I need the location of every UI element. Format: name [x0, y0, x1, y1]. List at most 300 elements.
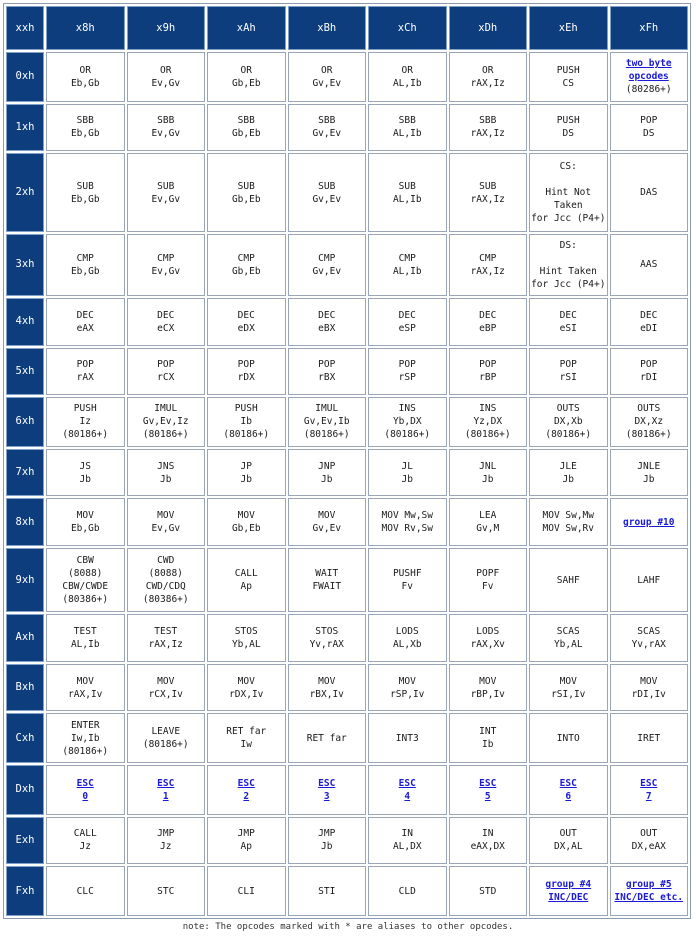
opcode-text: LODS: [395, 625, 419, 637]
opcode-cell: [529, 498, 608, 546]
opcode-cell: [529, 348, 608, 396]
opcode-text: CMP: [157, 252, 175, 264]
opcode-text: LODS: [476, 625, 500, 637]
table-row: [6, 104, 688, 152]
opcode-text: SUB: [237, 180, 255, 192]
opcode-text: Gv,M: [476, 523, 500, 535]
opcode-text: Hint Taken: [539, 265, 597, 277]
opcode-text: TEST: [154, 625, 178, 637]
opcode-text: MOV: [318, 510, 336, 522]
opcode-link-text[interactable]: ESC: [318, 777, 336, 789]
opcode-text: MOV Mw,Sw: [381, 510, 433, 522]
opcode-cell: [449, 104, 528, 152]
opcode-text: (80386+): [142, 594, 189, 606]
opcode-cell: [207, 52, 286, 102]
opcode-cell: [127, 348, 206, 396]
opcode-cell: [449, 397, 528, 447]
opcode-link-cell[interactable]: [207, 765, 286, 815]
opcode-link-text[interactable]: 6: [565, 790, 572, 802]
footnote: note: The opcodes marked with * are aliases to other opcodes.: [182, 922, 514, 932]
opcode-text: DX,Xb: [553, 416, 583, 428]
opcode-cell: [207, 234, 286, 296]
opcode-text: OUTS: [637, 403, 661, 415]
opcode-text: CS: [562, 77, 574, 89]
opcode-link-cell[interactable]: [610, 498, 689, 546]
opcode-text: LEAVE: [151, 726, 181, 738]
opcode-text: Eb,Gb: [70, 523, 100, 535]
opcode-cell: [127, 664, 206, 712]
opcode-cell: [368, 866, 447, 916]
opcode-text: (8088): [68, 568, 103, 580]
opcode-text: SBB: [237, 115, 255, 127]
opcode-text: PUSH: [556, 64, 580, 76]
opcode-text: Gv,Ev: [312, 77, 342, 89]
opcode-text: (8088): [148, 568, 183, 580]
table-row: [6, 298, 688, 346]
opcode-text: Gv,Ev,Iz: [142, 416, 189, 428]
opcode-text: PUSH: [73, 403, 97, 415]
opcode-text: SUB: [318, 180, 336, 192]
opcode-cell: [127, 153, 206, 232]
row-header: Fxh: [6, 866, 44, 916]
opcode-cell: [529, 548, 608, 612]
opcode-text: Jb: [321, 841, 333, 853]
opcode-cell: [207, 449, 286, 497]
opcode-text: eCX: [157, 322, 175, 334]
opcode-text: rAX,Xv: [470, 638, 505, 650]
opcode-text: (80186+): [384, 429, 431, 441]
opcode-text: PUSH: [556, 115, 580, 127]
opcode-text: AAS: [640, 259, 658, 271]
opcode-cell: [610, 614, 689, 662]
row-header: Dxh: [6, 765, 44, 815]
opcode-text: Gb,Eb: [231, 523, 261, 535]
opcode-text: OR: [240, 64, 252, 76]
opcode-cell: [46, 548, 125, 612]
corner-header: xxh: [6, 6, 44, 50]
opcode-text: SBB: [157, 115, 175, 127]
opcode-cell: [288, 153, 367, 232]
opcode-text: PUSHF: [392, 568, 422, 580]
opcode-text: SBB: [318, 115, 336, 127]
table-row: [6, 866, 688, 916]
opcode-cell: [46, 104, 125, 152]
opcode-cell: [46, 866, 125, 916]
opcode-cell: [288, 52, 367, 102]
opcode-link-text[interactable]: 7: [645, 790, 652, 802]
opcode-link-text[interactable]: ESC: [479, 777, 497, 789]
opcode-cell: [46, 397, 125, 447]
opcode-link-text[interactable]: 1: [162, 790, 169, 802]
opcode-text: Taken: [553, 200, 583, 212]
opcode-cell: [127, 713, 206, 763]
opcode-cell: [46, 234, 125, 296]
opcode-cell: [46, 449, 125, 497]
opcode-text: [530, 173, 607, 186]
opcode-text: rDI: [640, 372, 658, 384]
opcode-text: Gv,Ev: [312, 265, 342, 277]
opcode-cell: [127, 817, 206, 865]
opcode-text: SUB: [479, 180, 497, 192]
opcode-text: INTO: [556, 732, 580, 744]
opcode-link-text[interactable]: ESC: [237, 777, 255, 789]
opcode-link-text[interactable]: group #4: [545, 879, 592, 891]
opcode-cell: [368, 348, 447, 396]
opcode-text: POP: [398, 359, 416, 371]
opcode-text: (80186+): [223, 429, 270, 441]
opcode-text: Jb: [79, 473, 91, 485]
opcode-text: rSI: [559, 372, 577, 384]
opcode-cell: [449, 234, 528, 296]
opcode-cell: [127, 52, 206, 102]
opcode-text: rAX: [76, 372, 94, 384]
opcode-link-text[interactable]: opcodes: [628, 71, 669, 83]
opcode-text: rAX,Iz: [470, 193, 505, 205]
opcode-cell: [288, 234, 367, 296]
opcode-cell: [288, 548, 367, 612]
opcode-text: JMP: [318, 828, 336, 840]
opcode-text: DS: [643, 128, 655, 140]
opcode-text: Yv,rAX: [631, 638, 666, 650]
opcode-text: CMP: [76, 252, 94, 264]
opcode-cell: [529, 817, 608, 865]
opcode-cell: [529, 234, 608, 296]
opcode-cell: [207, 548, 286, 612]
table-row: [6, 664, 688, 712]
opcode-text: rDX: [237, 372, 255, 384]
opcode-text: POP: [640, 115, 658, 127]
opcode-text: OR: [160, 64, 172, 76]
row-header: 3xh: [6, 234, 44, 296]
opcode-text: Gb,Eb: [231, 193, 261, 205]
opcode-cell: [207, 397, 286, 447]
row-header: 1xh: [6, 104, 44, 152]
opcode-link-text[interactable]: group #5: [625, 879, 672, 891]
opcode-text: POPF: [476, 568, 500, 580]
opcode-cell: [46, 153, 125, 232]
row-header: Axh: [6, 614, 44, 662]
opcode-cell: [610, 449, 689, 497]
opcode-cell: [288, 713, 367, 763]
opcode-cell: [288, 664, 367, 712]
opcode-cell: [610, 234, 689, 296]
opcode-text: Ev,Gv: [151, 265, 181, 277]
opcode-text: JL: [401, 460, 413, 472]
opcode-text: Ev,Gv: [151, 523, 181, 535]
opcode-cell: [288, 817, 367, 865]
opcode-text: CLD: [398, 885, 416, 897]
table-row: [6, 52, 688, 102]
opcode-text: Ev,Gv: [151, 128, 181, 140]
opcode-text: rCX,Iv: [148, 688, 183, 700]
opcode-text: POP: [237, 359, 255, 371]
opcode-cell: [207, 153, 286, 232]
opcode-cell: [449, 548, 528, 612]
opcode-text: MOV: [157, 510, 175, 522]
opcode-cell: [127, 614, 206, 662]
opcode-text: JNLE: [637, 460, 661, 472]
opcode-cell: [610, 348, 689, 396]
opcode-text: CMP: [237, 252, 255, 264]
opcode-text: CBW: [76, 555, 94, 567]
opcode-cell: [368, 104, 447, 152]
opcode-link-cell[interactable]: [610, 866, 689, 916]
opcode-text: AL,Ib: [392, 128, 422, 140]
opcode-link-text[interactable]: 4: [404, 790, 411, 802]
opcode-link-text[interactable]: two byte: [625, 58, 672, 70]
opcode-text: CS:: [559, 161, 577, 173]
opcode-link-text[interactable]: ESC: [76, 777, 94, 789]
opcode-link-text[interactable]: 5: [484, 790, 491, 802]
opcode-cell: [368, 397, 447, 447]
opcode-text: (80186+): [303, 429, 350, 441]
opcode-link-text[interactable]: ESC: [559, 777, 577, 789]
opcode-text: AL,Ib: [70, 638, 100, 650]
opcode-text: rSP: [398, 372, 416, 384]
opcode-cell: [529, 449, 608, 497]
opcode-cell: [610, 713, 689, 763]
opcode-cell: [449, 713, 528, 763]
opcode-cell: [529, 52, 608, 102]
opcode-text: STC: [157, 885, 175, 897]
opcode-text: Eb,Gb: [70, 193, 100, 205]
opcode-text: LEA: [479, 510, 497, 522]
opcode-cell: [610, 397, 689, 447]
opcode-text: eSI: [559, 322, 577, 334]
opcode-text: (80286+): [625, 84, 672, 96]
opcode-text: Gv,Ev: [312, 128, 342, 140]
opcode-text: MOV: [559, 675, 577, 687]
opcode-text: POP: [559, 359, 577, 371]
opcode-cell: [127, 104, 206, 152]
opcode-text: rSP,Iv: [390, 688, 425, 700]
opcode-text: INT: [479, 726, 497, 738]
opcode-text: POP: [640, 359, 658, 371]
opcode-text: CLI: [237, 885, 255, 897]
opcode-cell: [368, 498, 447, 546]
opcode-text: Jb: [562, 473, 574, 485]
opcode-cell: [368, 153, 447, 232]
opcode-text: rCX: [157, 372, 175, 384]
row-header: 0xh: [6, 52, 44, 102]
opcode-cell: [529, 614, 608, 662]
row-header: 8xh: [6, 498, 44, 546]
opcode-cell: [368, 713, 447, 763]
opcode-text: JNS: [157, 460, 175, 472]
opcode-link-text[interactable]: 0: [82, 790, 89, 802]
opcode-link-cell[interactable]: [127, 765, 206, 815]
opcode-text: SUB: [398, 180, 416, 192]
opcode-text: rBP: [479, 372, 497, 384]
opcode-table: [4, 4, 690, 918]
row-header: 2xh: [6, 153, 44, 232]
opcode-link-text[interactable]: INC/DEC: [548, 892, 589, 904]
opcode-link-text[interactable]: INC/DEC etc.: [614, 892, 684, 904]
column-header: xAh: [207, 6, 286, 50]
opcode-text: Hint Not: [545, 187, 592, 199]
row-header: 9xh: [6, 548, 44, 612]
opcode-cell: [46, 348, 125, 396]
column-header: xBh: [288, 6, 367, 50]
opcode-text: Ap: [240, 841, 252, 853]
opcode-text: OR: [79, 64, 91, 76]
opcode-link-text[interactable]: ESC: [398, 777, 416, 789]
opcode-link-text[interactable]: 2: [243, 790, 250, 802]
opcode-text: Yv,rAX: [309, 638, 344, 650]
opcode-text: Yz,DX: [473, 416, 503, 428]
opcode-cell: [368, 548, 447, 612]
opcode-cell: [207, 817, 286, 865]
opcode-text: AL,Ib: [392, 265, 422, 277]
opcode-cell: [610, 548, 689, 612]
opcode-text: rAX,Iv: [68, 688, 103, 700]
opcode-text: JNP: [318, 460, 336, 472]
opcode-cell: [288, 298, 367, 346]
opcode-cell: [288, 104, 367, 152]
opcode-text: MOV: [318, 675, 336, 687]
opcode-text: JLE: [559, 460, 577, 472]
opcode-text: MOV: [479, 675, 497, 687]
opcode-text: DEC: [479, 309, 497, 321]
opcode-text: rAX,Iz: [470, 77, 505, 89]
opcode-text: MOV: [76, 675, 94, 687]
opcode-link-text[interactable]: ESC: [640, 777, 658, 789]
opcode-text: OR: [482, 64, 494, 76]
opcode-text: (80186+): [142, 739, 189, 751]
opcode-link-cell[interactable]: [529, 765, 608, 815]
opcode-cell: [207, 498, 286, 546]
opcode-text: Jb: [321, 473, 333, 485]
row-header: 5xh: [6, 348, 44, 396]
opcode-text: rBP,Iv: [470, 688, 505, 700]
opcode-cell: [449, 866, 528, 916]
opcode-text: STOS: [234, 625, 258, 637]
opcode-cell: [449, 153, 528, 232]
opcode-text: POP: [318, 359, 336, 371]
opcode-text: OUTS: [556, 403, 580, 415]
opcode-text: [530, 252, 607, 265]
opcode-text: Jb: [401, 473, 413, 485]
opcode-cell: [127, 498, 206, 546]
opcode-cell: [449, 817, 528, 865]
opcode-link-cell[interactable]: [529, 866, 608, 916]
opcode-link-cell[interactable]: [610, 52, 689, 102]
opcode-text: SUB: [76, 180, 94, 192]
opcode-link-cell[interactable]: [46, 765, 125, 815]
table-row: [6, 153, 688, 232]
opcode-cell: [46, 614, 125, 662]
opcode-link-cell[interactable]: [368, 765, 447, 815]
opcode-text: DS:: [559, 239, 577, 251]
opcode-text: DEC: [398, 309, 416, 321]
column-header: xEh: [529, 6, 608, 50]
row-header: Exh: [6, 817, 44, 865]
opcode-text: DX,AL: [553, 841, 583, 853]
opcode-cell: [207, 713, 286, 763]
opcode-text: DS: [562, 128, 574, 140]
opcode-text: SBB: [398, 115, 416, 127]
table-row: [6, 817, 688, 865]
opcode-text: Eb,Gb: [70, 77, 100, 89]
column-header: xCh: [368, 6, 447, 50]
opcode-link-cell[interactable]: [288, 765, 367, 815]
opcode-text: OUT: [640, 828, 658, 840]
opcode-text: (80186+): [62, 745, 109, 757]
opcode-text: Ev,Gv: [151, 193, 181, 205]
opcode-text: IN: [401, 828, 413, 840]
opcode-text: AL,Ib: [392, 193, 422, 205]
opcode-link-text[interactable]: 3: [323, 790, 330, 802]
opcode-link-cell[interactable]: [610, 765, 689, 815]
column-header: x8h: [46, 6, 125, 50]
table-row: [6, 348, 688, 396]
opcode-cell: [368, 664, 447, 712]
opcode-text: rAX,Iz: [148, 638, 183, 650]
opcode-cell: [368, 449, 447, 497]
opcode-text: MOV Sw,Mw: [542, 510, 594, 522]
opcode-text: RET far: [226, 726, 267, 738]
opcode-text: eSP: [398, 322, 416, 334]
opcode-text: SCAS: [556, 625, 580, 637]
opcode-text: (80186+): [142, 429, 189, 441]
opcode-text: Fv: [482, 581, 494, 593]
opcode-cell: [46, 498, 125, 546]
opcode-text: (80186+): [625, 429, 672, 441]
opcode-text: INS: [398, 403, 416, 415]
opcode-cell: [127, 298, 206, 346]
opcode-cell: [449, 664, 528, 712]
table-row: [6, 548, 688, 612]
opcode-text: for Jcc (P4+): [531, 213, 606, 225]
opcode-text: STI: [318, 885, 336, 897]
opcode-text: POP: [76, 359, 94, 371]
opcode-text: SAHF: [556, 574, 580, 586]
opcode-cell: [610, 153, 689, 232]
opcode-cell: [449, 52, 528, 102]
opcode-cell: [46, 664, 125, 712]
opcode-link-text[interactable]: group #10: [623, 516, 675, 528]
opcode-text: (80186+): [464, 429, 511, 441]
opcode-cell: [449, 298, 528, 346]
opcode-cell: [449, 614, 528, 662]
opcode-cell: [529, 104, 608, 152]
table-row: [6, 449, 688, 497]
opcode-link-cell[interactable]: [449, 765, 528, 815]
opcode-text: eAX: [76, 322, 94, 334]
opcode-text: OR: [401, 64, 413, 76]
opcode-cell: [127, 866, 206, 916]
opcode-text: MOV: [398, 675, 416, 687]
opcode-cell: [288, 498, 367, 546]
opcode-text: SBB: [479, 115, 497, 127]
opcode-cell: [207, 348, 286, 396]
opcode-link-text[interactable]: ESC: [157, 777, 175, 789]
opcode-cell: [610, 104, 689, 152]
opcode-text: Jb: [240, 473, 252, 485]
opcode-text: (80186+): [545, 429, 592, 441]
opcode-text: DAS: [640, 187, 658, 199]
opcode-cell: [46, 713, 125, 763]
opcode-cell: [127, 548, 206, 612]
opcode-text: rBX,Iv: [309, 688, 344, 700]
opcode-text: eAX,DX: [470, 841, 505, 853]
opcode-text: IN: [482, 828, 494, 840]
opcode-text: OUT: [559, 828, 577, 840]
opcode-cell: [207, 104, 286, 152]
opcode-text: Gb,Eb: [231, 128, 261, 140]
opcode-text: MOV Sw,Rv: [542, 523, 594, 535]
opcode-cell: [529, 298, 608, 346]
